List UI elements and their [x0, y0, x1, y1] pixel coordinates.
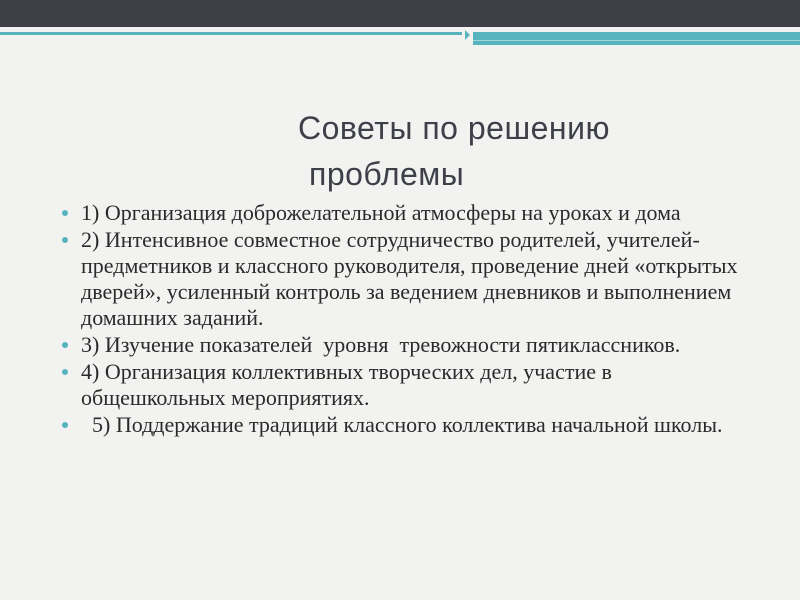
list-item-text: 4) Организация коллективных творческих дел, участие в общешкольных мероприятиях.: [81, 359, 618, 410]
bullet-dot-icon: [62, 422, 68, 428]
list-item-text: 1) Организация доброжелательной атмосферы на уроках и дома: [81, 200, 681, 225]
slide-title: [0, 105, 800, 197]
list-item: [60, 412, 760, 438]
list-item: [60, 359, 760, 411]
list-item-text: 5) Поддержание традиций классного коллектива начальной школы.: [81, 412, 723, 437]
triangle-arrow-icon: [465, 30, 470, 40]
slide-title-line-1: Советы по решению: [298, 110, 610, 146]
slide-title-line-2: проблемы: [309, 156, 465, 192]
list-item-text: 3) Изучение показателей уровня тревожности пятиклассников.: [81, 332, 681, 357]
accent-bar-highlight: [473, 40, 800, 41]
bullet-dot-icon: [62, 342, 68, 348]
bullet-dot-icon: [62, 210, 68, 216]
accent-line-thin: [0, 32, 462, 35]
bullet-dot-icon: [62, 369, 68, 375]
list-item: [60, 227, 760, 331]
tips-list: [60, 200, 760, 439]
list-item-text: 2) Интенсивное совместное сотрудничество родителей, учителей- предметников и классного руководителя, проведение дней «открытых дверей», усиленный контроль за ведением дневников и выполнением домашних заданий.: [81, 227, 744, 330]
bullet-dot-icon: [62, 237, 68, 243]
list-item: [60, 332, 760, 358]
accent-bar-thick: [473, 32, 800, 45]
list-item: [60, 200, 760, 226]
top-header-band: [0, 0, 800, 27]
